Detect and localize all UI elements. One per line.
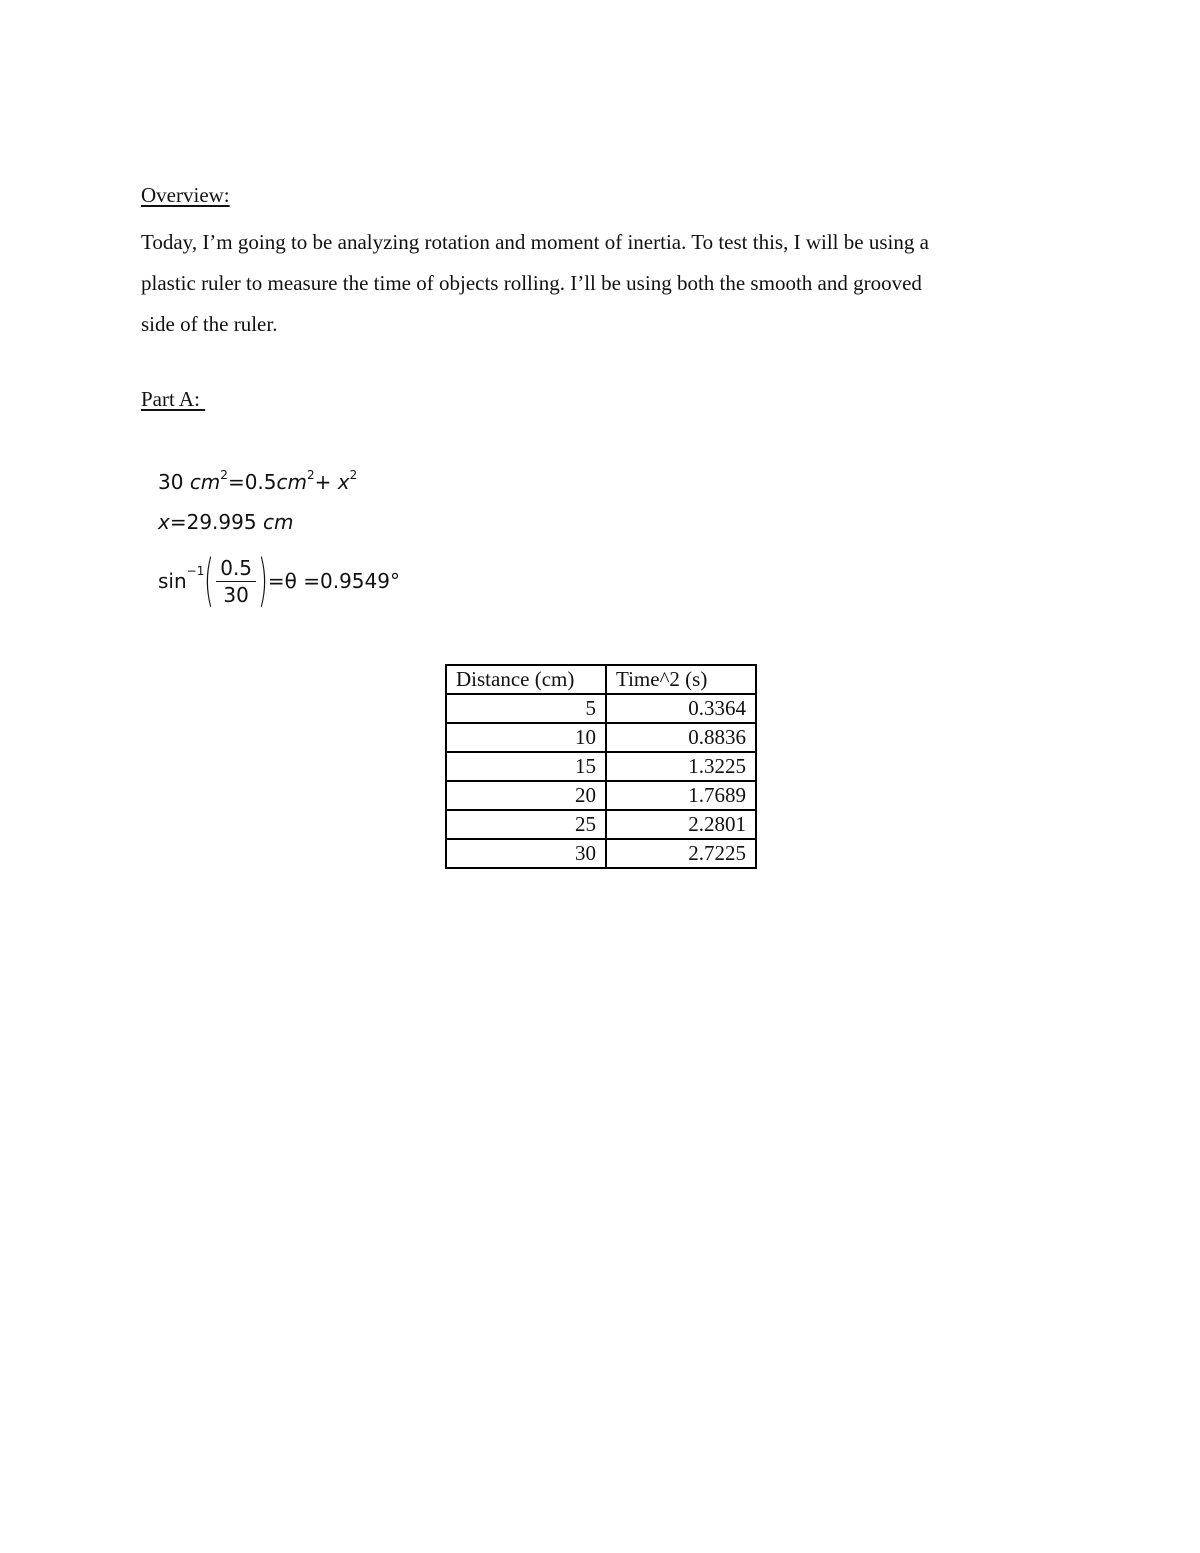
eq3-denominator: 30 [223,582,249,607]
left-paren-glyph: ( [204,548,215,613]
cell-time-squared: 2.7225 [606,839,756,868]
overview-heading: Overview: [141,183,230,207]
cell-distance: 15 [446,752,606,781]
table-header-row [446,665,756,694]
eq2-unit: cm [262,510,294,534]
eq1-unit: cm [189,470,221,494]
equation-pythagorean: 30 $cm^2=0.5cm^2+ x^2$ [158,468,358,494]
eq3-fraction [216,557,256,606]
table-row [446,781,756,810]
cell-time-squared: 1.3225 [606,752,756,781]
eq1-unit-2: cm [276,470,307,494]
table-row [446,752,756,781]
cell-time-squared: 0.3364 [606,694,756,723]
eq3-result: =θ =0.9549° [267,569,400,593]
part-a-heading: Part A: [141,387,206,411]
eq1-variable: x [337,470,350,494]
eq2-value: =29.995 [169,510,257,534]
eq1-exponent-2: 2 [307,468,315,483]
cell-time-squared: 0.8836 [606,723,756,752]
eq3-exponent: −1 [186,564,205,578]
eq3-function: sin [158,569,187,593]
paragraph-line: plastic ruler to measure the time of objects rolling. I’ll be using both the smooth and grooved [141,271,922,295]
cell-distance: 25 [446,810,606,839]
table-row [446,694,756,723]
header-time-squared: Time^2 (s) [606,665,756,694]
cell-time-squared: 1.7689 [606,781,756,810]
eq1-equals: =0.5 [227,470,277,494]
cell-distance: 20 [446,781,606,810]
paragraph-line: Today, I’m going to be analyzing rotation and moment of inertia. To test this, I will be using a [141,230,929,254]
table-row [446,723,756,752]
cell-time-squared: 2.2801 [606,810,756,839]
table-row [446,839,756,868]
cell-distance: 30 [446,839,606,868]
equation-x-value [158,510,293,534]
right-paren-glyph: ) [258,548,268,613]
eq1-lhs-number: 30 [158,470,184,494]
equation-angle [158,548,400,613]
paragraph-line: side of the ruler. [141,312,278,336]
eq1-exponent-3: 2 [349,468,358,483]
eq1-exponent: 2 [220,468,228,483]
eq2-variable: x [158,510,170,534]
table-row [446,810,756,839]
eq3-numerator: 0.5 [216,557,256,582]
cell-distance: 5 [446,694,606,723]
header-distance: Distance (cm) [446,665,606,694]
cell-distance: 10 [446,723,606,752]
overview-paragraph [141,222,1041,345]
distance-time-table [445,664,757,869]
